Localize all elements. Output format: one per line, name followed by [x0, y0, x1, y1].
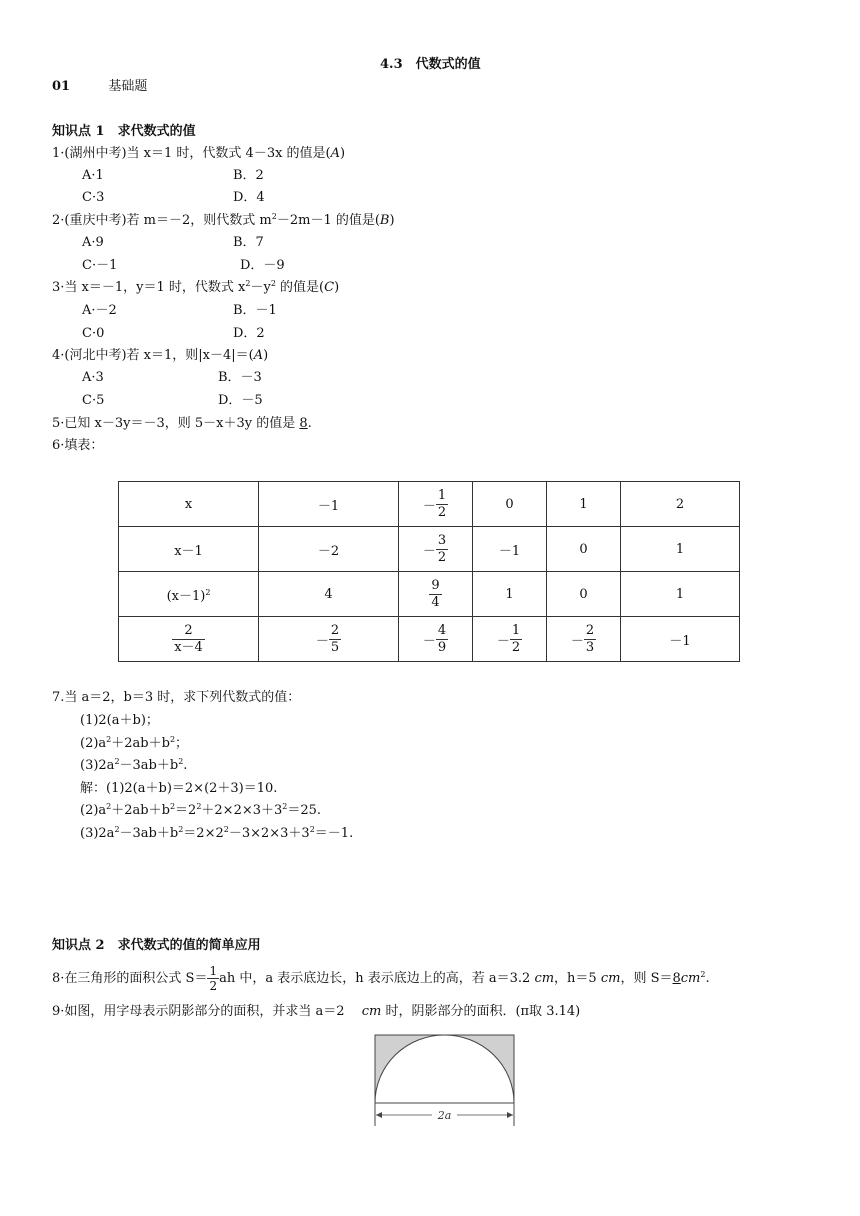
- table-cell: － $\frac{2}{3}$: [547, 617, 621, 662]
- table-cell: －1: [259, 482, 399, 527]
- question-9: 9·如图，用字母表示阴影部分的面积，并求当 a＝2 cm 时，阴影部分的面积．(π取 3.14): [52, 1004, 581, 1019]
- option-c: C·3: [82, 190, 105, 205]
- option-b: B．7: [233, 235, 264, 250]
- arrow-right-icon: [507, 1112, 513, 1118]
- table-cell: $\frac{9}{4}$: [399, 572, 473, 617]
- q7-solution-2: $(2)a^2+2ab+b^2=2^2+2\times 2\times 3+3^2=25$.: [80, 802, 322, 818]
- semicircle-figure: [374, 1034, 515, 1126]
- answer: A: [253, 348, 264, 363]
- table-cell: 0: [473, 482, 547, 527]
- section-number: 01: [52, 79, 71, 94]
- table-cell: － $\frac{2}{5}$: [259, 617, 399, 662]
- page-title: 4.3 代数式的值: [380, 57, 481, 72]
- option-a: A·1: [82, 168, 104, 183]
- question-1: 1·(湖州中考)当 x＝1 时，代数式 4－3x 的值是(A): [52, 146, 346, 161]
- question-5: 5·已知 x－3y＝－3，则 5－x＋3y 的值是 8.: [52, 416, 312, 431]
- option-c: C·－1: [82, 258, 118, 273]
- table-cell: 1: [547, 482, 621, 527]
- question-7: 7.当 a＝2，b＝3 时，求下列代数式的值：: [52, 690, 301, 705]
- knowledge-point-1: 知识点 1 求代数式的值: [52, 124, 196, 139]
- option-a: A·－2: [82, 303, 117, 318]
- option-d: D．2: [233, 326, 265, 341]
- answer: C: [324, 280, 335, 295]
- option-c: C·5: [82, 393, 105, 408]
- value-table: [118, 481, 740, 662]
- answer: 8: [299, 416, 308, 431]
- table-cell: 0: [547, 527, 621, 572]
- table-cell: － $\frac{1}{2}$: [399, 482, 473, 527]
- q7-solution-1: 解：(1)2(a＋b)＝2×(2＋3)＝10.: [80, 781, 278, 796]
- option-d: D．4: [233, 190, 265, 205]
- option-b: B．－3: [218, 370, 262, 385]
- section-label: 基础题: [108, 79, 148, 94]
- table-cell: $(x-1)^2$: [119, 572, 259, 617]
- q7-part-1: (1)2(a＋b)；: [80, 713, 159, 728]
- answer: B: [379, 213, 390, 228]
- table-cell: －2: [259, 527, 399, 572]
- table-cell: 0: [547, 572, 621, 617]
- dimension-label: 2a: [437, 1109, 452, 1122]
- option-d: D．－5: [218, 393, 263, 408]
- question-8: 8·在三角形的面积公式 S＝ $\frac{1}{2}$ ah 中，a 表示底边长，h 表示底边上的高，若 a＝3.2 cm，h＝5 cm，则 $S=8cm^2$.: [52, 964, 710, 993]
- table-row: [119, 572, 740, 617]
- q7-solution-3: $(3)2a^2-3ab+b^2=2\times 2^2-3\times 2\times 3+3^2=-1$.: [80, 825, 354, 841]
- table-cell: －1: [621, 617, 740, 662]
- option-a: A·3: [82, 370, 104, 385]
- table-cell: x－1: [119, 527, 259, 572]
- table-cell: $\frac{2}{x-4}$: [119, 617, 259, 662]
- answer: 8: [672, 971, 681, 986]
- question-2: 2·(重庆中考)若 m＝－2，则代数式 $m^2-2m-1$ 的值是(B): [52, 212, 395, 228]
- answer: A: [330, 146, 341, 161]
- arrow-left-icon: [376, 1112, 382, 1118]
- q7-part-3: $(3)2a^2-3ab+b^2$.: [80, 757, 188, 773]
- option-b: B．2: [233, 168, 264, 183]
- question-6: 6·填表：: [52, 438, 104, 453]
- knowledge-point-2: 知识点 2 求代数式的值的简单应用: [52, 938, 261, 953]
- table-row: [119, 617, 740, 662]
- table-cell: 4: [259, 572, 399, 617]
- table-cell: 1: [621, 527, 740, 572]
- option-d: D．－9: [240, 258, 285, 273]
- option-c: C·0: [82, 326, 105, 341]
- table-row: [119, 482, 740, 527]
- question-3: 3·当 x＝－1，y＝1 时，代数式 $x^2-y^2$ 的值是(C): [52, 279, 340, 295]
- table-row: [119, 527, 740, 572]
- table-cell: － $\frac{1}{2}$: [473, 617, 547, 662]
- option-b: B．－1: [233, 303, 277, 318]
- table-cell: － $\frac{3}{2}$: [399, 527, 473, 572]
- table-cell: 1: [621, 572, 740, 617]
- table-cell: x: [119, 482, 259, 527]
- table-cell: －1: [473, 527, 547, 572]
- table-cell: 1: [473, 572, 547, 617]
- table-cell: 2: [621, 482, 740, 527]
- section-header: [52, 78, 147, 96]
- option-a: A·9: [82, 235, 104, 250]
- question-4: 4·(河北中考)若 x＝1，则|x－4|＝(A): [52, 348, 269, 363]
- q7-part-2: $(2)a^2+2ab+b^2$；: [80, 735, 189, 751]
- table-cell: － $\frac{4}{9}$: [399, 617, 473, 662]
